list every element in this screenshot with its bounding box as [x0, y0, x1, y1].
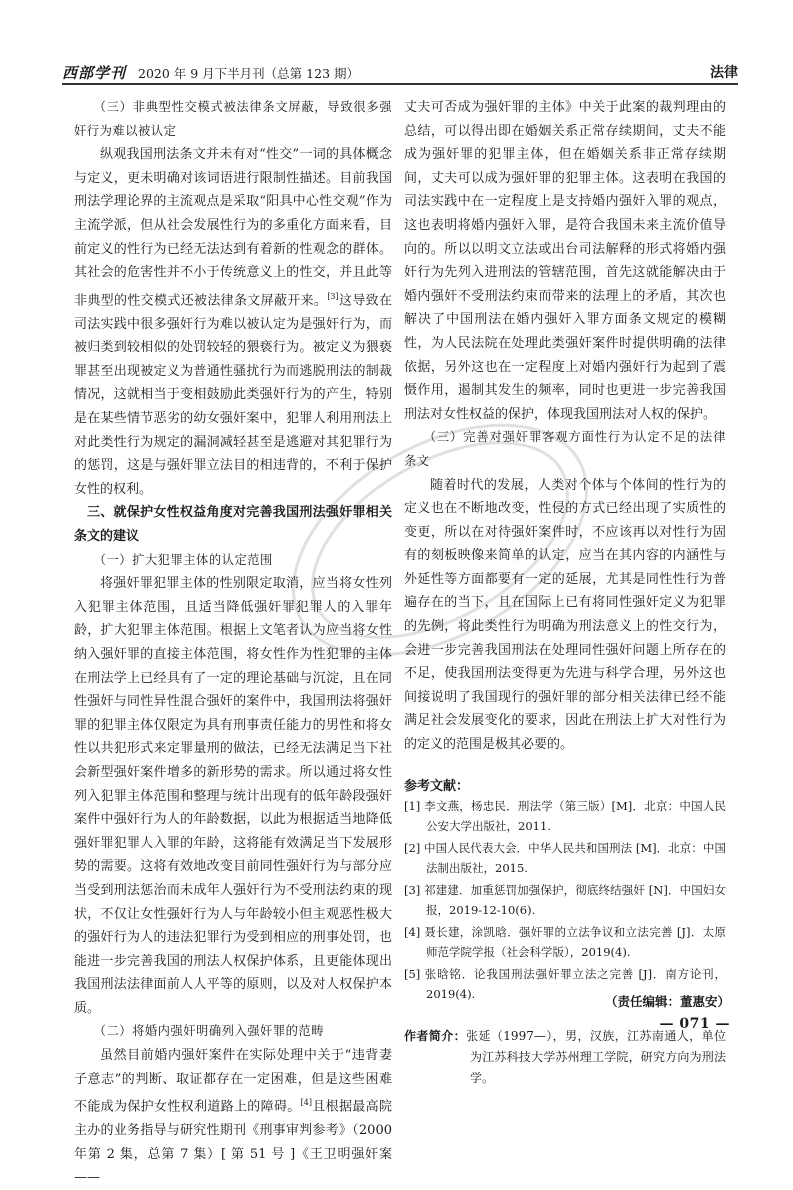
right-column — [404, 96, 726, 1089]
body-paragraph: 将强奸罪犯罪主体的性别限定取消，应当将女性列入犯罪主体范围，且适当降低强奸罪犯罪人的入罪年龄，扩大犯罪主体范围。根据上文笔者认为应当将女性纳入强奸罪的直接主体范围，将女性作为性犯罪的主体在刑法学上已经具有了一定的理论基础与沉淀，且在同性强奸与同性异性混合强奸的案件中，我国刑法将强奸罪的犯罪主体仅限定为具有刑事责任能力的男性和将女性以共犯形式来定罪量刑的做法，已经无法满足当下社会新型强奸案件增多的新形势的需求。所以通过将女性列入犯罪主体范围和整理与统计出现有的低年龄段强奸案件中强奸行为人的年龄数据，以此为根据适当地降低强奸罪犯罪人入罪的年龄，这将能有效满足当下发展形势的需要。这将有效地改变目前同性强奸行为与部分应当受到刑法惩治而未成年人强奸行为不受刑法约束的现状，不仅让女性强奸行为人与年龄较小但主观恶性极大的强奸行为人的违法犯罪行为受到相应的刑事处罚，也能进一步完善我国的刑法人权保护体系，且更能体现出我国刑法法律面前人人平等的原则，以及对人权保护本质。 — [74, 576, 392, 1016]
body-paragraph: 虽然目前婚内强奸案件在实际处理中关于“违背妻子意志”的判断、取证都存在一定困难，但是这些困难不能成为保护女性权利道路上的障碍。[4]且根据最高院主办的业务指导与研究性期刊《刑事审判参考》（2000年第 2 集，总第 7 集）[ 第 51 号 ]《王卫明强奸案—— — [74, 1048, 392, 1186]
references-title: 参考文献： — [404, 778, 470, 794]
reference-item: [1] 李文燕，杨忠民．刑法学（第三版）[M]．北京：中国人民公安大学出版社，2011. — [404, 798, 726, 833]
subsection-heading: （三）完善对强奸罪客观方面性行为认定不足的法律条文 — [404, 430, 726, 468]
running-header — [62, 62, 738, 84]
journal-brand: 西部学刊 — [62, 64, 127, 82]
body-paragraph: 丈夫可否成为强奸罪的主体》中关于此案的裁判理由的总结，可以得出即在婚姻关系正常存续期间，丈夫不能成为强奸罪的犯罪主体，但在婚姻关系非正常存续期间，丈夫可以成为强奸罪的犯罪主体。这表明在我国的司法实践中在一定程度上是支持婚内强奸入罪的观点，这也表明将婚内强奸入罪，是符合我国未来主流价值导向的。所以以明文立法或出台司法解释的形式将婚内强奸行为先列入进刑法的管辖范围，首先这就能解决由于婚内强奸不受刑法约束而带来的法理上的矛盾，其次也解决了中国刑法在婚内强奸入罪方面条文规定的模糊性，为人民法院在处理此类强奸案件时提供明确的法律依据，另外这也在一定程度上对婚内强奸行为起到了震慑作用，遏制其发生的频率，同时也更进一步完善我国刑法对女性权益的保护，体现我国刑法对人权的保护。 — [404, 100, 726, 422]
section-heading: 三、就保护女性权益角度对完善我国刑法强奸罪相关条文的建议 — [74, 505, 392, 545]
author-bio: 作者简介：张延（1997—），男，汉族，江苏南通人，单位为江苏科技大学苏州理工学院，研究方向为刑法学。 — [404, 1028, 726, 1085]
page-number: — 071 — — [659, 1016, 730, 1032]
body-paragraph: 纵观我国刑法条文并未有对“性交”一词的具体概念与定义，更未明确对该词语进行限制性描述。目前我国刑法学理论界的主流观点是采取“阳具中心性交观”作为主流学派，但从社会发展性行为的多重化方面来看，目前定义的性行为已经无法达到有着新的性观念的群体。其社会的危害性并不小于传统意义上的性交，并且此等非典型的性交模式还被法律条文屏蔽开来。[3]这导致在司法实践中很多强奸行为难以被认定为是强奸行为，而被归类到较相似的处罚较轻的猥亵行为。被定义为猥亵罪甚至出现被定义为普通性骚扰行为而逃脱刑法的制裁情况，这就相当于变相鼓励此类强奸行为的产生，特别是在某些情节恶劣的幼女强奸案中，犯罪人利用刑法上对此类性行为规定的漏洞减轻甚至是逃避对其犯罪行为的惩罚，这是与强奸罪立法目的相违背的，不利于保护女性的权利。 — [74, 147, 392, 497]
subsection-heading: （一）扩大犯罪主体的认定范围 — [93, 552, 273, 567]
reference-item: [4] 聂长建，涂凯晗．强奸罪的立法争议和立法完善 [J]．太原师范学院学报（社会科学版），2019(4). — [404, 924, 726, 959]
issue-info: 2020 年 9 月下半月刊（总第 123 期） — [138, 66, 359, 81]
reference-item: [5] 张晗铭．论我国刑法强奸罪立法之完善 [J]．南方论刊，2019(4). — [404, 966, 726, 1001]
subsection-heading: （三）非典型性交模式被法律条文屏蔽，导致很多强奸行为难以被认定 — [74, 100, 392, 138]
author-bio-label: 作者简介： — [404, 1028, 467, 1043]
body-paragraph: 随着时代的发展，人类对个体与个体间的性行为的定义也在不断地改变，性侵的方式已经出现了实质性的变更，所以在对待强奸案件时，不应该再以对性行为固有的刻板映像来简单的认定，应当在其内容的内涵性与外延性等方面都要有一定的延展，尤其是同性性行为普遍存在的当下，且在国际上已有将同性强奸定义为犯罪的先例，将此类性行为明确为刑法意义上的性交行为，会进一步完善我国刑法在处理同性强奸问题上所存在的不足，使我国刑法变得更为先进与科学合理，另外这也间接说明了我国现行的强奸罪的部分相关法律已经不能满足社会发展变化的要求，因此在刑法上扩大对性行为的定义的范围是极其必要的。 — [404, 477, 726, 753]
subsection-heading: （二）将婚内强奸明确列入强奸罪的范畴 — [93, 1024, 325, 1039]
left-column — [74, 96, 392, 1190]
editor-note: （责任编辑：董惠安） — [604, 994, 730, 1009]
citation-mark: [3] — [327, 291, 339, 301]
section-name: 法律 — [710, 65, 738, 81]
reference-item: [3] 祁建建．加重惩罚加强保护，彻底终结强奸 [N]．中国妇女报，2019-12-10(6). — [404, 882, 726, 917]
reference-item: [2] 中国人民代表大会．中华人民共和国刑法 [M]．北京：中国法制出版社，2015. — [404, 840, 726, 875]
header-rule — [62, 83, 738, 85]
citation-mark: [4] — [300, 1098, 312, 1108]
